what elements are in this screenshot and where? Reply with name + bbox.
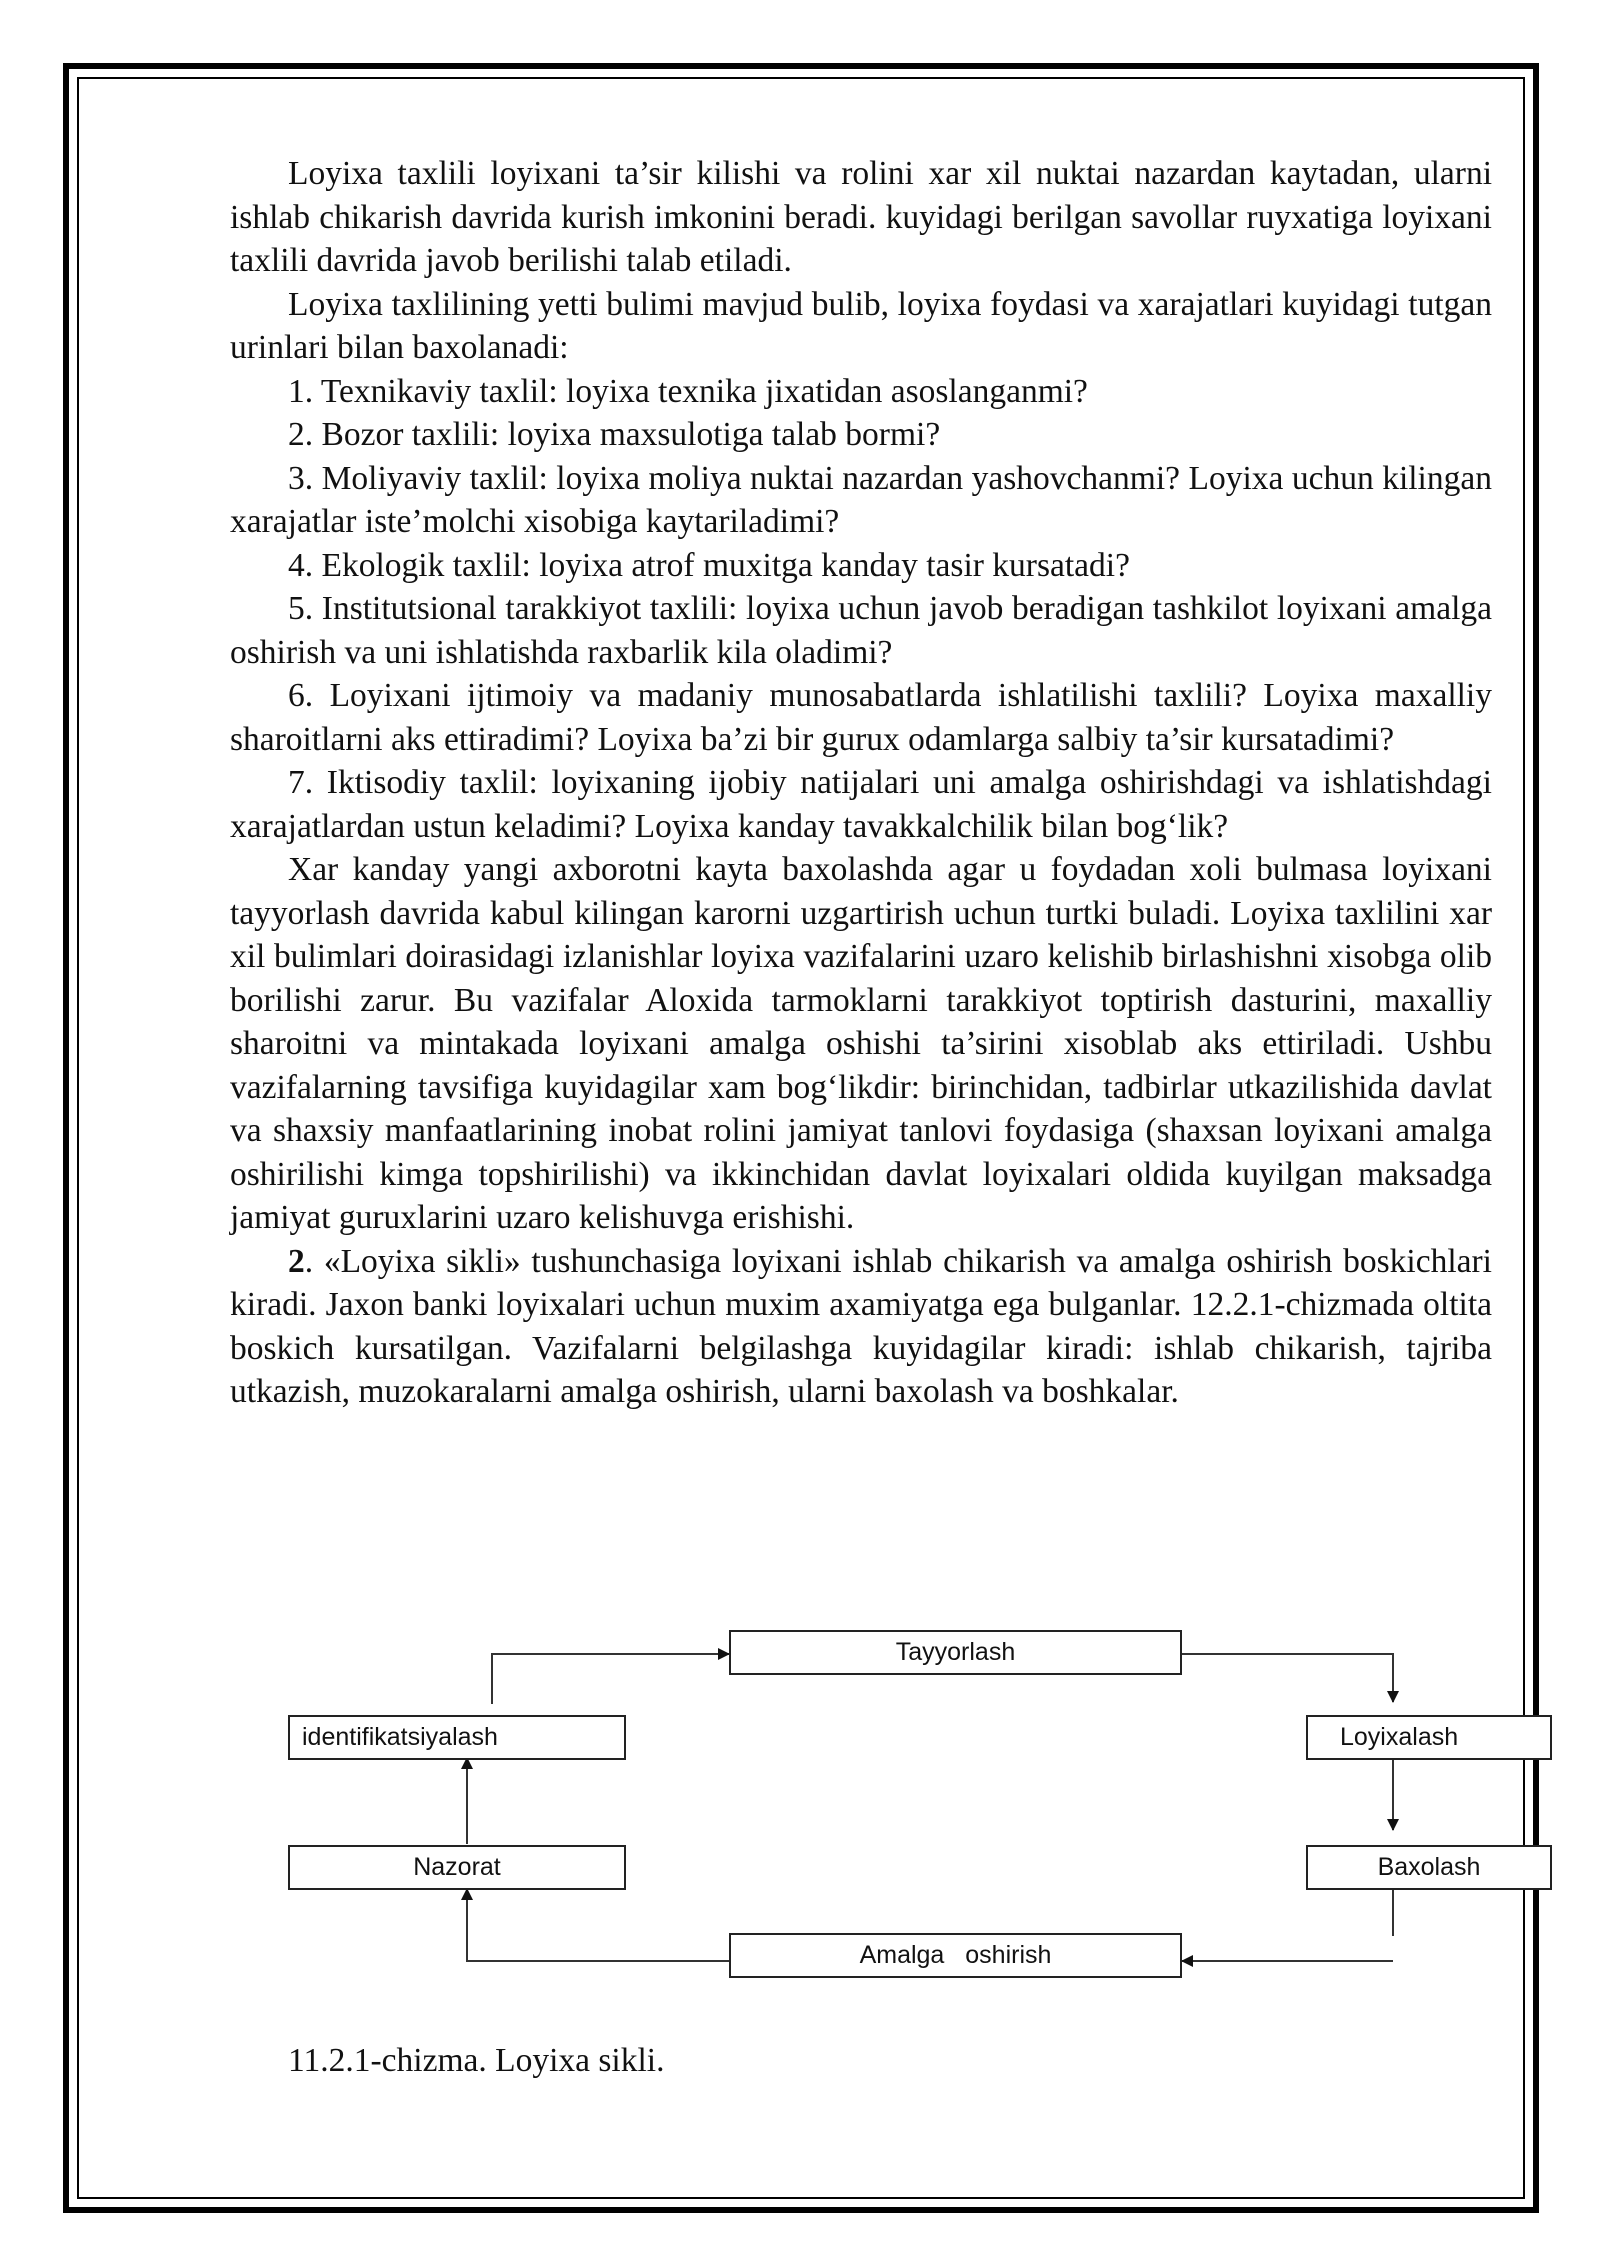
list-item-5: 5. Institutsional tarakkiyot taxlili: loyixa uchun javob beradigan tashkilot loyixani amalga oshirish va uni ishlatishda raxbarlik kila oladimi?: [230, 590, 1492, 671]
node-tayyorlash: Tayyorlash: [729, 1630, 1182, 1675]
arrow-tayyorlash-to-loyixalash: [1180, 1654, 1393, 1702]
list-item-6: 6. Loyixani ijtimoiy va madaniy munosabatlarda ishlatilishi taxlili? Loyixa maxalliy sharoitlarni aks ettiradimi? Loyixa ba’zi bir gurux odamlarga salbiy ta’sir kursatadimi?: [230, 677, 1492, 758]
figure-caption: 11.2.1-chizma. Loyixa sikli.: [288, 2042, 665, 2079]
list-item-7: 7. Iktisodiy taxlil: loyixaning ijobiy natijalari uni amalga oshirishdagi va ishlatishdagi xarajatlardan ustun keladimi? Loyixa kanday tavakkalchilik bilan bog‘lik?: [230, 764, 1492, 845]
list-item-3: 3. Moliyaviy taxlil: loyixa moliya nuktai nazardan yashovchanmi? Loyixa uchun kilingan xarajatlar iste’molchi xisobiga kaytariladimi?: [230, 459, 1492, 540]
list-item-2: 2. Bozor taxlili: loyixa maxsulotiga talab bormi?: [288, 416, 941, 453]
arrow-ident-to-tayyorlash: [492, 1654, 729, 1704]
list-item-1: 1. Texnikaviy taxlil: loyixa texnika jixatidan asoslanganmi?: [288, 372, 1088, 410]
list-item-4: 4. Ekologik taxlil: loyixa atrof muxitga kanday tasir kursatadi?: [288, 546, 1130, 584]
node-identifikatsiyalash: identifikatsiyalash: [288, 1715, 626, 1760]
paragraph-4-text: . «Loyixa sikli» tushunchasiga loyixani ishlab chikarish va amalga oshirish boskichlari kiradi. Jaxon banki loyixalari uchun muxim axamiyatga ega bulganlar. 12.2.1-chizmada oltita boskich kursatilgan. Vazifalarni belgilashga kuyidagilar kiradi: ishlab chikarish, tajriba utkazish, muzokaralarni amalga oshirish, ularni baxolash va boshkalar.: [230, 1242, 1492, 1410]
section-number: 2: [288, 1242, 305, 1280]
paragraph-3: Xar kanday yangi axborotni kayta baxolashda agar u foydadan xoli bulmasa loyixani tayyorlash davrida kabul kilingan karorni uzgartirish uchun turtki buladi. Loyixa taxlilini xar xil bulimlari doirasidagi izlanishlar loyixa vazifalarini uzaro kelishib birlashishni xisobga olib borilishi zarur. Bu vazifalar Aloxida tarmoklarni tarakkiyot toptirish dasturini, maxalliy sharoitni va mintakada loyixani amalga oshishi ta’sirini xisoblab aks ettiriladi. Ushbu vazifalarning tavsifiga kuyidagilar xam bog‘likdir: birinchidan, tadbirlar utkazilishida davlat va shaxsiy manfaatlarining inobat rolini jamiyat tanlovi foydasiga (shaxsan loyixani amalga oshirilishi kimga topshirilishi) va ikkinchidan davlat loyixalari oldida kuyilgan maksadga jamiyat guruxlarini uzaro kelishuvga erishishi.: [230, 851, 1492, 1236]
arrow-amalga-to-nazorat: [467, 1889, 729, 1961]
paragraph-1: Loyixa taxlili loyixani ta’sir kilishi va rolini xar xil nuktai nazardan kaytadan, ularni ishlab chikarish davrida kurish imkonini beradi. kuyidagi berilgan savollar ruyxatiga loyixani taxlili davrida javob berilishi talab etiladi.: [230, 155, 1492, 279]
node-amalga-oshirish: Amalga oshirish: [729, 1933, 1182, 1978]
node-loyixalash: Loyixalash: [1306, 1715, 1552, 1760]
paragraph-2: Loyixa taxlilining yetti bulimi mavjud bulib, loyixa foydasi va xarajatlari kuyidagi tutgan urinlari bilan baxolanadi:: [230, 285, 1492, 366]
node-baxolash: Baxolash: [1306, 1845, 1552, 1890]
node-nazorat: Nazorat: [288, 1845, 626, 1890]
